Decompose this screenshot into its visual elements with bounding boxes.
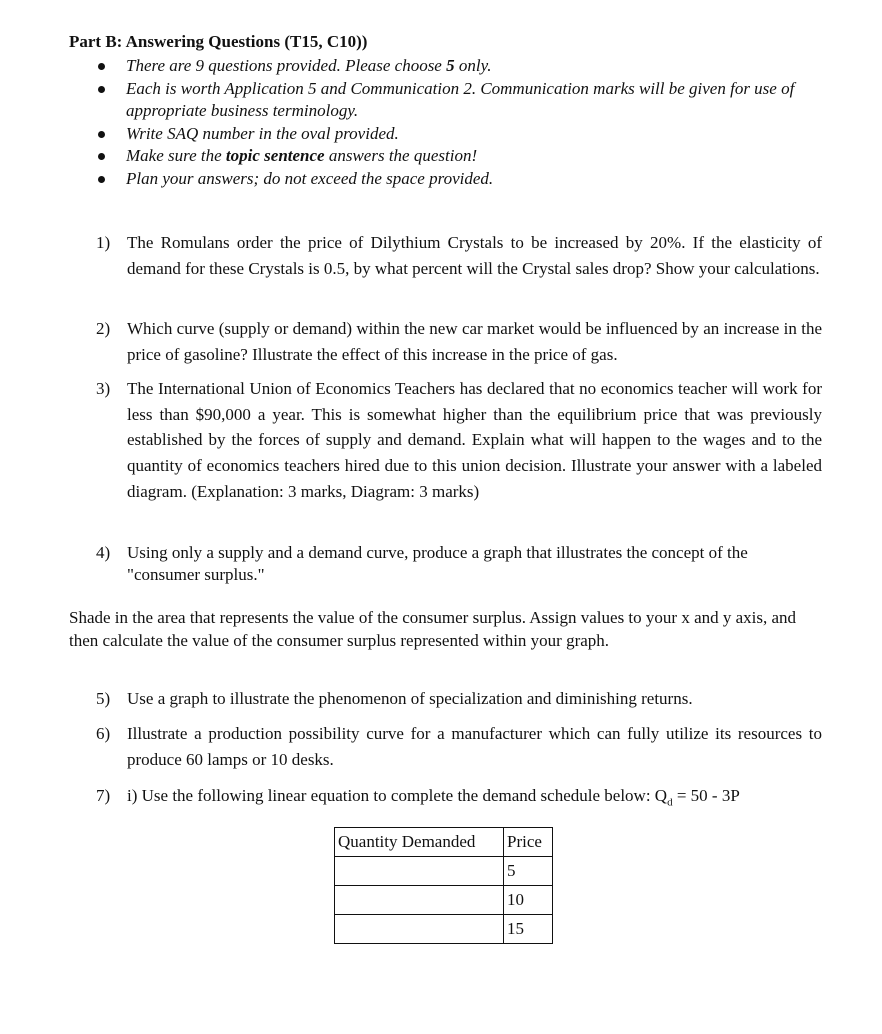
question-number: 3)	[96, 379, 111, 398]
instruction-list	[96, 55, 826, 190]
instruction-item: There are 9 questions provided. Please choose 5 only.	[96, 55, 826, 78]
instruction-item: Make sure the topic sentence answers the question!	[96, 145, 826, 168]
instruction-item: Plan your answers; do not exceed the space provided.	[96, 168, 826, 191]
quantity-cell[interactable]	[335, 915, 504, 944]
table-row	[335, 886, 553, 915]
bullet-icon	[98, 63, 105, 70]
question-number: 5)	[96, 689, 111, 708]
bullet-icon	[98, 153, 105, 160]
instruction-item: Write SAQ number in the oval provided.	[96, 123, 826, 146]
price-cell: 10	[504, 886, 553, 915]
question-7	[96, 785, 822, 813]
question-number: 4)	[96, 543, 111, 562]
question-text: The International Union of Economics Teachers has declared that no economics teacher will work for less than $90,000 a year. This is somewhat higher than the equilibrium price that was previously established by the forces of supply and demand. Explain what will happen to the wages and to the quantity of economics teachers hired due to this union decision. Illustrate your answer with a labeled diagram. (Explanation: 3 marks, Diagram: 3 marks)	[127, 379, 822, 501]
price-cell: 15	[504, 915, 553, 944]
quantity-cell[interactable]	[335, 857, 504, 886]
price-cell: 5	[504, 857, 553, 886]
question-text: Which curve (supply or demand) within the new car market would be influenced by an increase in the price of gasoline? Illustrate the effect of this increase in the price of gas.	[127, 319, 822, 364]
question-1	[96, 230, 822, 281]
question-text: Illustrate a production possibility curve for a manufacturer which can fully utilize its resources to produce 60 lamps or 10 desks.	[127, 724, 822, 769]
column-header-price: Price	[504, 828, 553, 857]
table-header-row	[335, 828, 553, 857]
bullet-icon	[98, 176, 105, 183]
question-6	[96, 721, 822, 772]
question-5	[96, 686, 822, 712]
question-text: i) Use the following linear equation to complete the demand schedule below: $Q_d = 50 - 3P$	[127, 786, 740, 809]
table-row	[335, 915, 553, 944]
section-title: Part B: Answering Questions (T15, C10))	[69, 32, 368, 51]
instruction-item: Each is worth Application 5 and Communication 2. Communication marks will be given for use of appropriate business terminology.	[96, 78, 826, 123]
quantity-cell[interactable]	[335, 886, 504, 915]
column-header-quantity: Quantity Demanded	[335, 828, 504, 857]
demand-schedule-table	[334, 827, 553, 944]
consumer-surplus-instructions: Shade in the area that represents the value of the consumer surplus. Assign values to your x and y axis, and then calculate the value of the consumer surplus represented within your graph.	[69, 608, 797, 650]
bullet-icon	[98, 86, 105, 93]
question-text: Use a graph to illustrate the phenomenon of specialization and diminishing returns.	[127, 689, 693, 708]
question-text: Using only a supply and a demand curve, produce a graph that illustrates the concept of the "consumer surplus."	[127, 543, 748, 584]
question-number: 1)	[96, 233, 111, 252]
question-number: 6)	[96, 724, 111, 743]
question-number: 7)	[96, 786, 111, 805]
question-3	[96, 376, 822, 505]
table-row	[335, 857, 553, 886]
question-2	[96, 316, 822, 367]
bullet-icon	[98, 131, 105, 138]
question-number: 2)	[96, 319, 111, 338]
question-text: The Romulans order the price of Dilythium Crystals to be increased by 20%. If the elasticity of demand for these Crystals is 0.5, by what percent will the Crystal sales drop? Show your calculations.	[127, 233, 822, 278]
question-4	[96, 542, 822, 586]
